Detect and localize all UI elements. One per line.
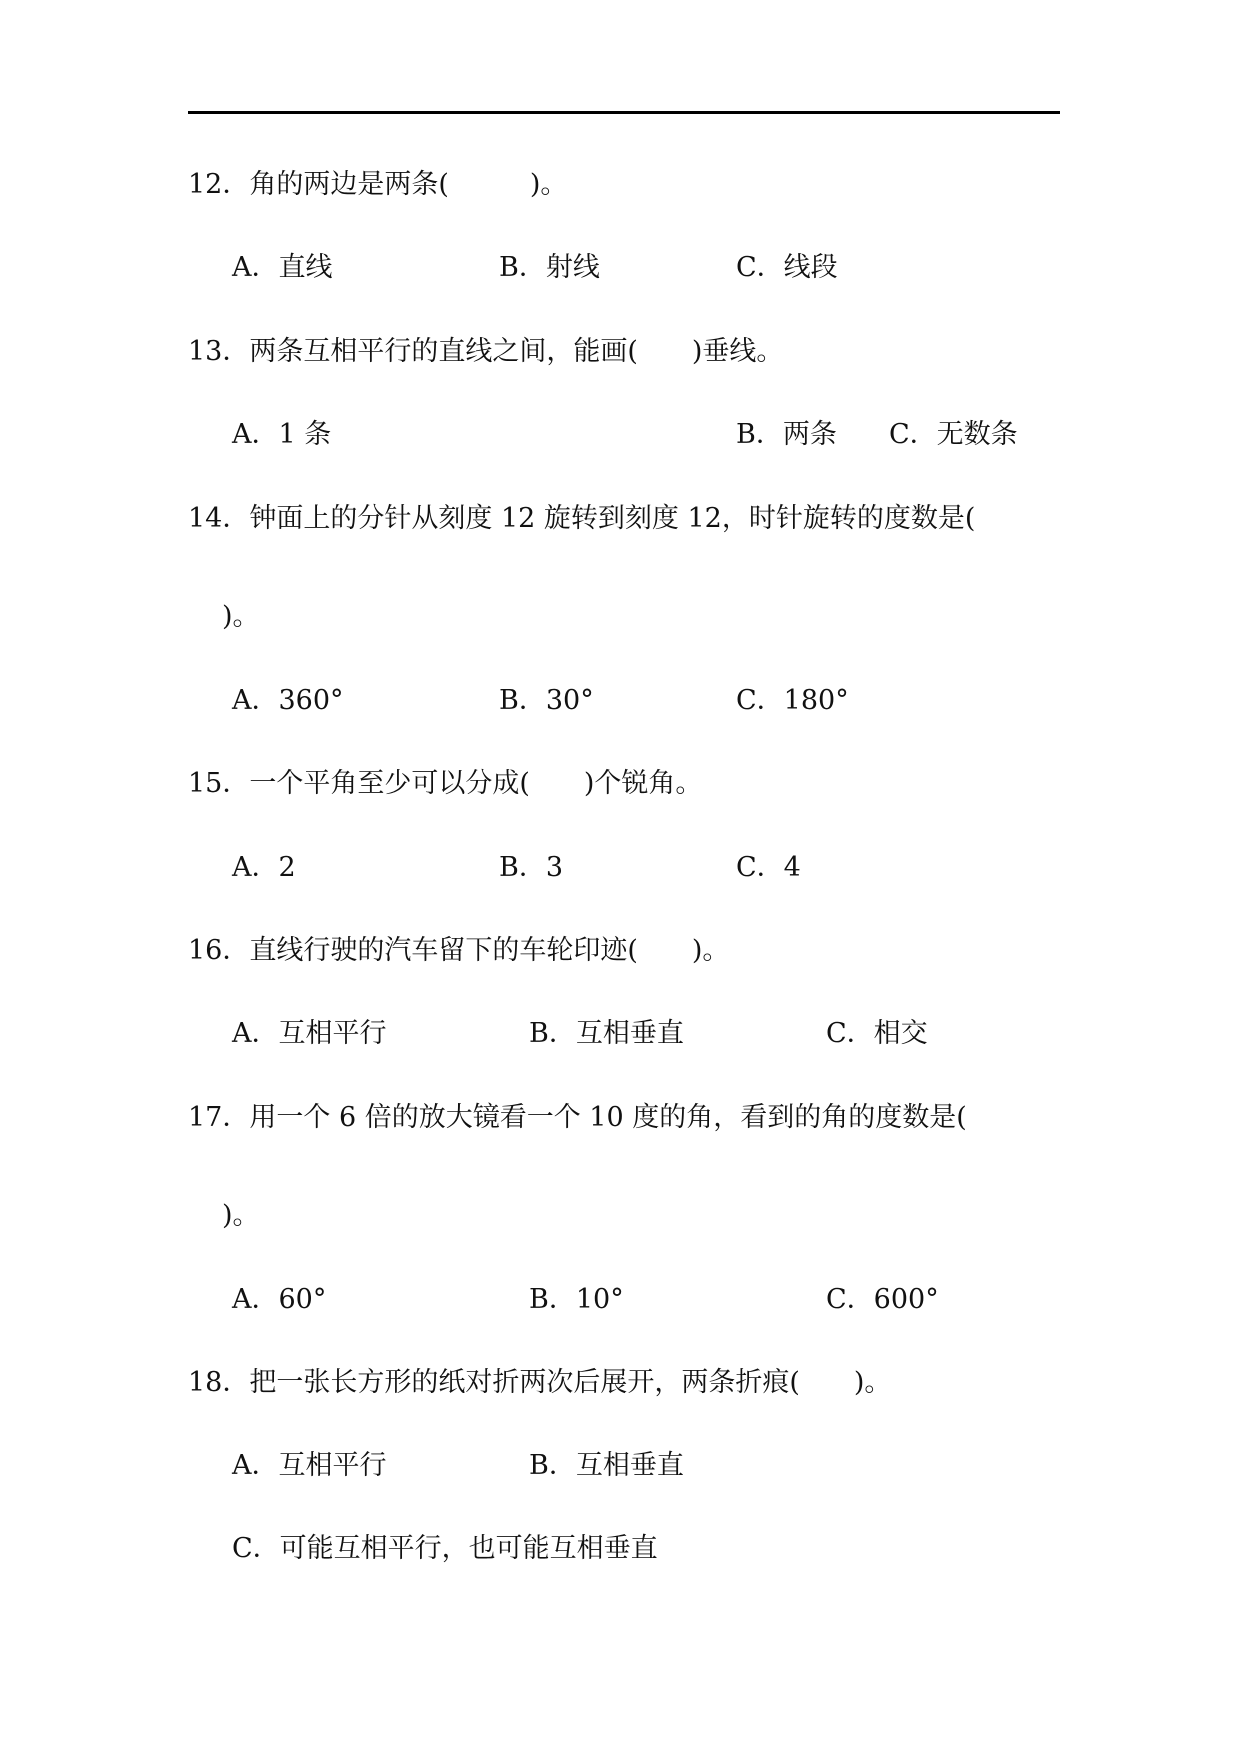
q18-option-a: A．互相平行 bbox=[232, 1450, 387, 1481]
question-13: 13．两条互相平行的直线之间，能画( )垂线。 bbox=[188, 336, 784, 367]
question-18: 18．把一张长方形的纸对折两次后展开，两条折痕( )。 bbox=[188, 1367, 892, 1398]
q18-option-b: B．互相垂直 bbox=[529, 1450, 684, 1481]
q15-option-c: C．4 bbox=[736, 852, 801, 883]
q14-option-c: C．180° bbox=[736, 685, 849, 716]
q13-option-c: C．无数条 bbox=[889, 419, 1018, 450]
question-16: 16．直线行驶的汽车留下的车轮印迹( )。 bbox=[188, 935, 730, 966]
question-17: 17．用一个 6 倍的放大镜看一个 10 度的角，看到的角的度数是( bbox=[188, 1102, 967, 1133]
q13-option-b: B．两条 bbox=[736, 419, 837, 450]
q12-option-a: A．直线 bbox=[232, 252, 333, 283]
header-rule bbox=[188, 111, 1060, 114]
q16-option-c: C．相交 bbox=[826, 1018, 928, 1049]
question-15: 15．一个平角至少可以分成( )个锐角。 bbox=[188, 768, 703, 799]
q18-option-c: C．可能互相平行，也可能互相垂直 bbox=[232, 1533, 658, 1564]
q17-option-c: C．600° bbox=[826, 1284, 939, 1315]
q17-option-b: B．10° bbox=[529, 1284, 624, 1315]
q13-option-a: A．1 条 bbox=[232, 419, 332, 450]
q14-option-b: B．30° bbox=[499, 685, 594, 716]
q16-option-a: A．互相平行 bbox=[232, 1018, 387, 1049]
question-14-continuation: )。 bbox=[222, 601, 260, 632]
q16-option-b: B．互相垂直 bbox=[529, 1018, 684, 1049]
q12-option-b: B．射线 bbox=[499, 252, 600, 283]
q14-option-a: A．360° bbox=[232, 685, 344, 716]
question-12: 12．角的两边是两条( )。 bbox=[188, 169, 568, 200]
q17-option-a: A．60° bbox=[232, 1284, 327, 1315]
question-17-continuation: )。 bbox=[222, 1200, 260, 1231]
question-14: 14．钟面上的分针从刻度 12 旋转到刻度 12，时针旋转的度数是( bbox=[188, 503, 976, 534]
q12-option-c: C．线段 bbox=[736, 252, 838, 283]
q15-option-a: A．2 bbox=[232, 852, 296, 883]
q15-option-b: B．3 bbox=[499, 852, 564, 883]
